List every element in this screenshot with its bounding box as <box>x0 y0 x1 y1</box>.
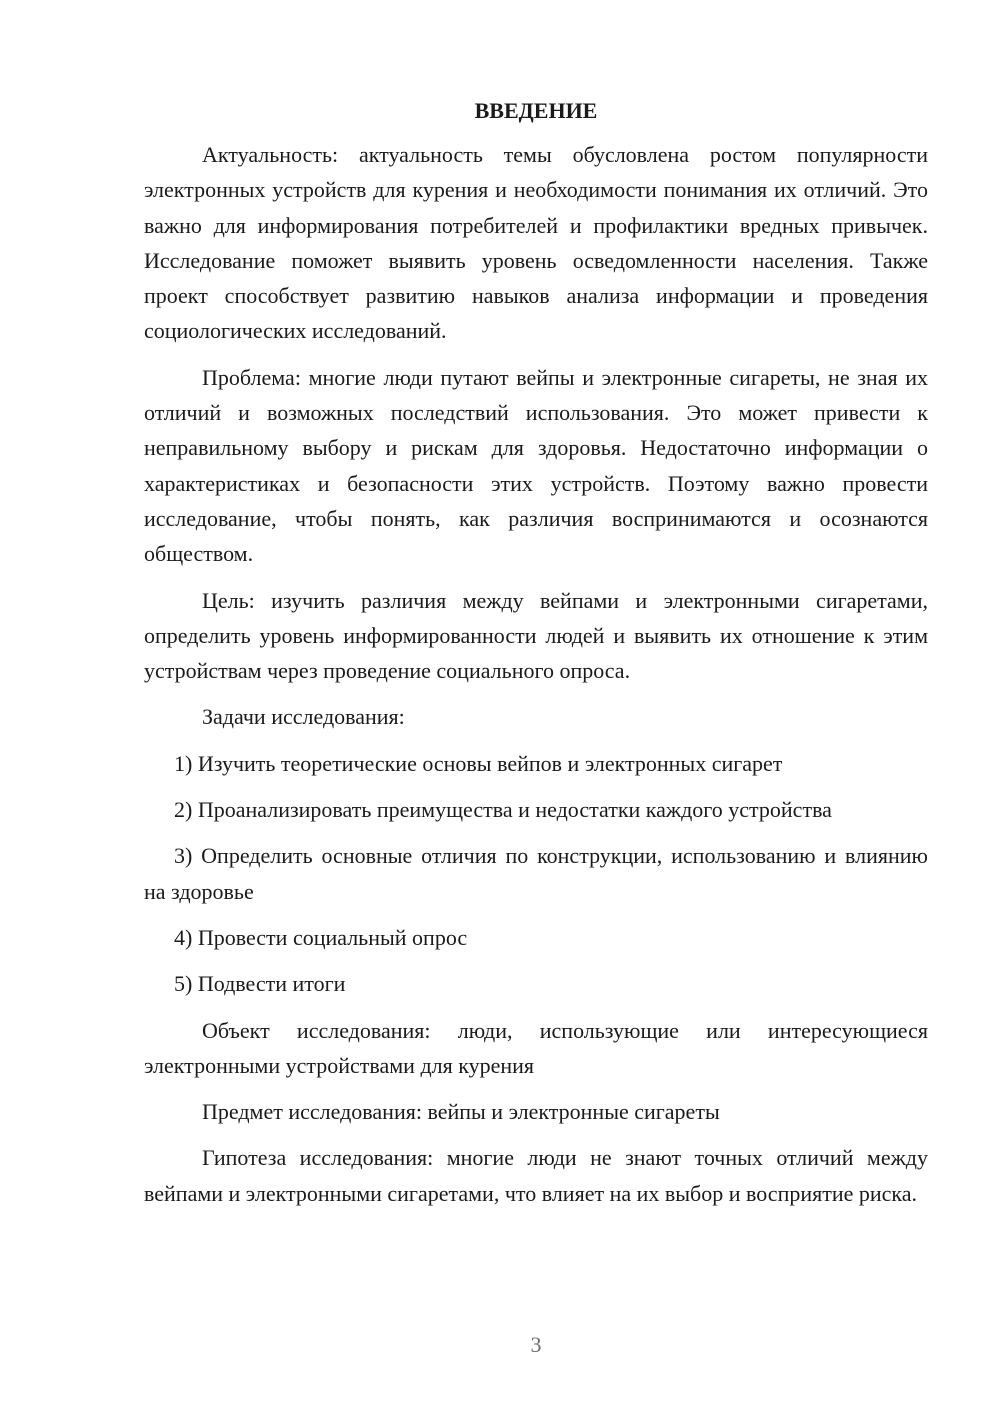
task-item-3: 3) Определить основные отличия по конструкции, использованию и влиянию на здоровье <box>144 843 928 904</box>
task-item-2: 2) Проанализировать преимущества и недостатки каждого устройства <box>174 797 832 823</box>
hypothesis-paragraph: Гипотеза исследования: многие люди не знают точных отличий между вейпами и электронными сигаретами, что влияет на их выбор и восприятие риска. <box>144 1145 928 1206</box>
problem-paragraph: Проблема: многие люди путают вейпы и электронные сигареты, не зная их отличий и возможных последствий использования. Это может привести к неправильному выбору и рискам для здоровья. Недостаточно информации о характеристиках и безопасности этих устройств. Поэтому важно провести исследование, чтобы понять, как различия воспринимаются и осознаются обществом. <box>144 364 928 567</box>
goal-paragraph: Цель: изучить различия между вейпами и электронными сигаретами, определить уровень информированности людей и выявить их отношение к этим устройствам через проведение социального опроса. <box>144 587 928 684</box>
section-title: ВВЕДЕНИЕ <box>474 98 598 123</box>
task-item-4: 4) Провести социальный опрос <box>174 924 468 950</box>
relevance-paragraph: Актуальность: актуальность темы обусловлена ростом популярности электронных устройств для курения и необходимости понимания их отличий. Это важно для информирования потребителей и профилактики вредных привычек. Исследование поможет выявить уровень осведомленности населения. Также проект способствует развитию навыков анализа информации и проведения социологических исследований. <box>144 142 928 344</box>
object-paragraph: Объект исследования: люди, использующие или интересующиеся электронными устройствами для курения <box>144 1017 928 1078</box>
subject-paragraph: Предмет исследования: вейпы и электронные сигареты <box>202 1099 720 1125</box>
task-item-5: 5) Подвести итоги <box>174 971 346 997</box>
tasks-heading: Задачи исследования: <box>202 704 405 730</box>
page-number: 3 <box>530 1332 542 1357</box>
task-item-1: 1) Изучить теоретические основы вейпов и электронных сигарет <box>174 750 783 776</box>
page-content <box>144 95 928 1222</box>
